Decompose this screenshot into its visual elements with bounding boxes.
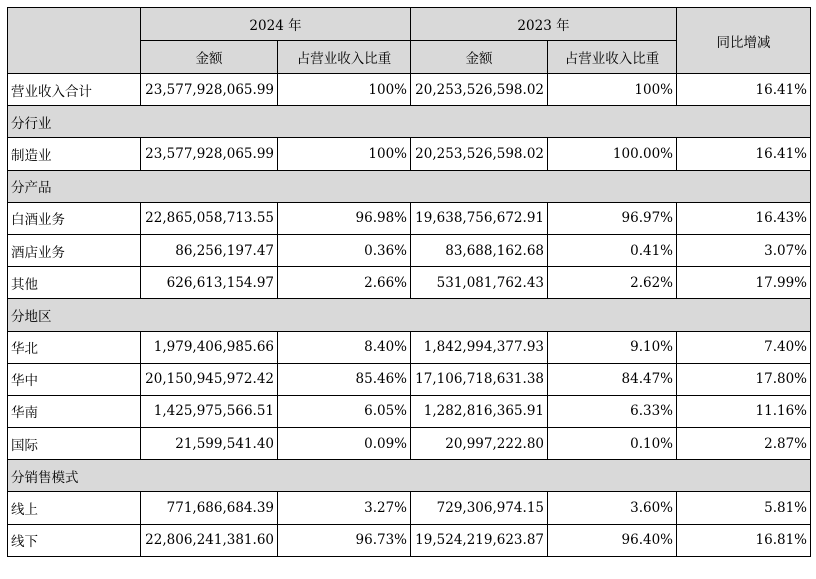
ratio-2024-cell: 85.46%: [278, 363, 411, 395]
header-yoy: 同比增减: [677, 8, 811, 74]
amount-2024-cell: 86,256,197.47: [141, 234, 278, 266]
amount-2024-cell: 20,150,945,972.42: [141, 363, 278, 395]
amount-2023-cell: 17,106,718,631.38: [411, 363, 548, 395]
ratio-2024-cell: 100%: [278, 74, 411, 106]
ratio-2023-cell: 100%: [548, 74, 677, 106]
row-label: 营业收入合计: [8, 74, 141, 106]
amount-2024-cell: 1,425,975,566.51: [141, 395, 278, 427]
row-label: 其他: [8, 267, 141, 299]
amount-2023-cell: 729,306,974.15: [411, 492, 548, 524]
yoy-change-cell: 16.43%: [677, 202, 811, 234]
table-row: [8, 331, 811, 363]
ratio-2023-cell: 84.47%: [548, 363, 677, 395]
header-blank-cell: [8, 8, 141, 74]
yoy-change-cell: 5.81%: [677, 492, 811, 524]
table-row: [8, 524, 811, 556]
row-label: 线上: [8, 492, 141, 524]
amount-2024-cell: 23,577,928,065.99: [141, 138, 278, 170]
table-row: [8, 428, 811, 460]
ratio-2023-cell: 0.10%: [548, 428, 677, 460]
yoy-change-cell: 3.07%: [677, 234, 811, 266]
ratio-2024-cell: 100%: [278, 138, 411, 170]
ratio-2024-cell: 8.40%: [278, 331, 411, 363]
amount-2023-cell: 83,688,162.68: [411, 234, 548, 266]
amount-2024-cell: 22,865,058,713.55: [141, 202, 278, 234]
yoy-change-cell: 16.41%: [677, 138, 811, 170]
section-row: [8, 170, 811, 202]
section-label: 分地区: [8, 299, 811, 331]
section-row: [8, 299, 811, 331]
header-ratio-2024: 占营业收入比重: [278, 41, 411, 74]
row-label: 华中: [8, 363, 141, 395]
ratio-2024-cell: 96.73%: [278, 524, 411, 556]
row-label: 华北: [8, 331, 141, 363]
ratio-2023-cell: 96.97%: [548, 202, 677, 234]
ratio-2023-cell: 9.10%: [548, 331, 677, 363]
yoy-change-cell: 17.80%: [677, 363, 811, 395]
section-label: 分销售模式: [8, 460, 811, 492]
table-row: [8, 202, 811, 234]
amount-2024-cell: 21,599,541.40: [141, 428, 278, 460]
amount-2023-cell: 20,253,526,598.02: [411, 138, 548, 170]
table-row: [8, 138, 811, 170]
amount-2024-cell: 23,577,928,065.99: [141, 74, 278, 106]
row-label: 酒店业务: [8, 234, 141, 266]
header-amount-2023: 金额: [411, 41, 548, 74]
ratio-2024-cell: 3.27%: [278, 492, 411, 524]
table-row: [8, 74, 811, 106]
ratio-2023-cell: 2.62%: [548, 267, 677, 299]
table-row: [8, 267, 811, 299]
amount-2023-cell: 19,638,756,672.91: [411, 202, 548, 234]
header-year-2024: 2024 年: [141, 8, 411, 41]
ratio-2023-cell: 0.41%: [548, 234, 677, 266]
ratio-2023-cell: 6.33%: [548, 395, 677, 427]
row-label: 国际: [8, 428, 141, 460]
amount-2024-cell: 22,806,241,381.60: [141, 524, 278, 556]
revenue-composition-table: [7, 7, 811, 557]
section-label: 分产品: [8, 170, 811, 202]
amount-2023-cell: 19,524,219,623.87: [411, 524, 548, 556]
ratio-2023-cell: 100.00%: [548, 138, 677, 170]
amount-2023-cell: 20,997,222.80: [411, 428, 548, 460]
yoy-change-cell: 2.87%: [677, 428, 811, 460]
header-amount-2024: 金额: [141, 41, 278, 74]
table-row: [8, 492, 811, 524]
ratio-2024-cell: 2.66%: [278, 267, 411, 299]
amount-2024-cell: 771,686,684.39: [141, 492, 278, 524]
yoy-change-cell: 17.99%: [677, 267, 811, 299]
amount-2024-cell: 1,979,406,985.66: [141, 331, 278, 363]
section-row: [8, 106, 811, 138]
table-body: [8, 74, 811, 557]
amount-2023-cell: 1,282,816,365.91: [411, 395, 548, 427]
row-label: 线下: [8, 524, 141, 556]
section-row: [8, 460, 811, 492]
row-label: 华南: [8, 395, 141, 427]
amount-2023-cell: 531,081,762.43: [411, 267, 548, 299]
ratio-2024-cell: 0.09%: [278, 428, 411, 460]
ratio-2024-cell: 6.05%: [278, 395, 411, 427]
ratio-2023-cell: 3.60%: [548, 492, 677, 524]
yoy-change-cell: 7.40%: [677, 331, 811, 363]
ratio-2024-cell: 0.36%: [278, 234, 411, 266]
ratio-2023-cell: 96.40%: [548, 524, 677, 556]
table-row: [8, 234, 811, 266]
yoy-change-cell: 11.16%: [677, 395, 811, 427]
yoy-change-cell: 16.81%: [677, 524, 811, 556]
row-label: 制造业: [8, 138, 141, 170]
amount-2024-cell: 626,613,154.97: [141, 267, 278, 299]
yoy-change-cell: 16.41%: [677, 74, 811, 106]
header-year-2023: 2023 年: [411, 8, 677, 41]
amount-2023-cell: 20,253,526,598.02: [411, 74, 548, 106]
header-ratio-2023: 占营业收入比重: [548, 41, 677, 74]
table-row: [8, 363, 811, 395]
section-label: 分行业: [8, 106, 811, 138]
table-row: [8, 395, 811, 427]
row-label: 白酒业务: [8, 202, 141, 234]
ratio-2024-cell: 96.98%: [278, 202, 411, 234]
amount-2023-cell: 1,842,994,377.93: [411, 331, 548, 363]
